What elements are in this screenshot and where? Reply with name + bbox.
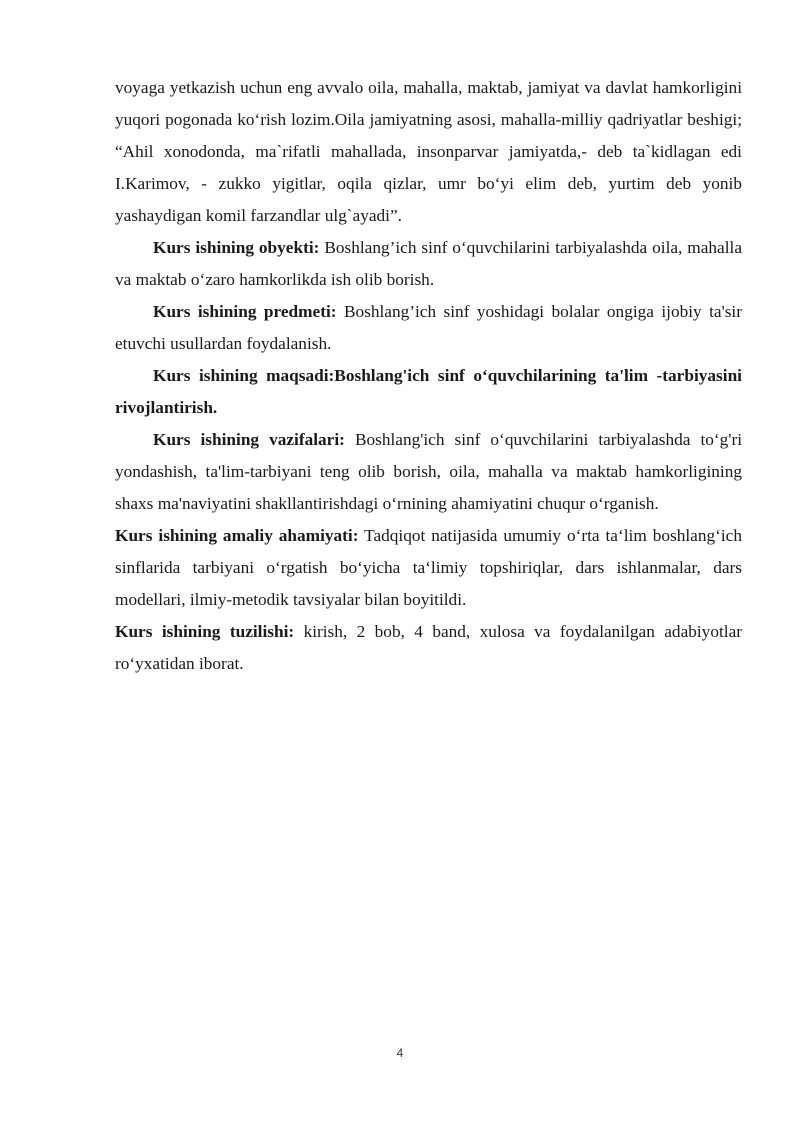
paragraph-subject <box>115 296 742 360</box>
paragraph-tasks-heading: Kurs ishining vazifalari: <box>153 430 345 449</box>
paragraph-practical-value-heading: Kurs ishining amaliy ahamiyati: <box>115 526 359 545</box>
paragraph-tasks-text: Boshlang'ich sinf o‘quvchilarini tarbiyalashda to‘g'ri yondashish, ta'lim-tarbiyani teng olib borish, oila, mahalla va maktab hamkorligining shaxs ma'naviyatini shakllantirishdagi o‘rnining ahamiyatini chuqur o‘rganish. <box>115 430 742 513</box>
paragraph-subject-text: Boshlang’ich sinf yoshidagi bolalar ongiga ijobiy ta'sir etuvchi usullardan foydalanish. <box>115 302 742 353</box>
paragraph-intro-text: voyaga yetkazish uchun eng avvalo oila, mahalla, maktab, jamiyat va davlat hamkorligini yuqori pogonada ko‘rish lozim.Oila jamiyatning asosi, mahalla-milliy qadriyatlar beshigi; “Ahil xonodonda, ma`rifatli mahallada, insonparvar jamiyatda,- deb ta`kidlagan edi I.Karimov, - zukko yigitlar, oqila qizlar, umr bo‘yi elim deb, yurtim deb yonib yashaydigan komil farzandlar ulg`ayadi”. <box>115 78 742 225</box>
paragraph-subject-heading: Kurs ishining predmeti: <box>153 302 337 321</box>
paragraph-practical-value-text: Tadqiqot natijasida umumiy o‘rta ta‘lim boshlang‘ich sinflarida tarbiyani o‘rgatish bo‘yicha ta‘limiy topshiriqlar, dars ishlanmalar, dars modellari, ilmiy-metodik tavsiyalar bilan boyitildi. <box>115 526 742 609</box>
paragraph-goal <box>115 360 742 424</box>
paragraph-goal-heading: Kurs ishining maqsadi:Boshlang'ich sinf o‘quvchilarining ta'lim -tarbiyasini rivojlantirish. <box>115 366 742 417</box>
paragraph-object-heading: Kurs ishining obyekti: <box>153 238 320 257</box>
paragraph-intro <box>115 72 742 232</box>
paragraph-object-text: Boshlang’ich sinf o‘quvchilarini tarbiyalashda oila, mahalla va maktab o‘zaro hamkorlikda ish olib borish. <box>115 238 743 289</box>
paragraph-object <box>115 232 742 296</box>
paragraph-structure-heading: Kurs ishining tuzilishi: <box>115 622 295 641</box>
paragraph-tasks <box>115 424 742 520</box>
document-body <box>115 72 742 680</box>
page-number: 4 <box>396 1046 404 1060</box>
paragraph-practical-value <box>115 520 742 616</box>
paragraph-structure-text: kirish, 2 bob, 4 band, xulosa va foydalanilgan adabiyotlar ro‘yxatidan iborat. <box>115 622 742 673</box>
paragraph-structure <box>115 616 742 680</box>
